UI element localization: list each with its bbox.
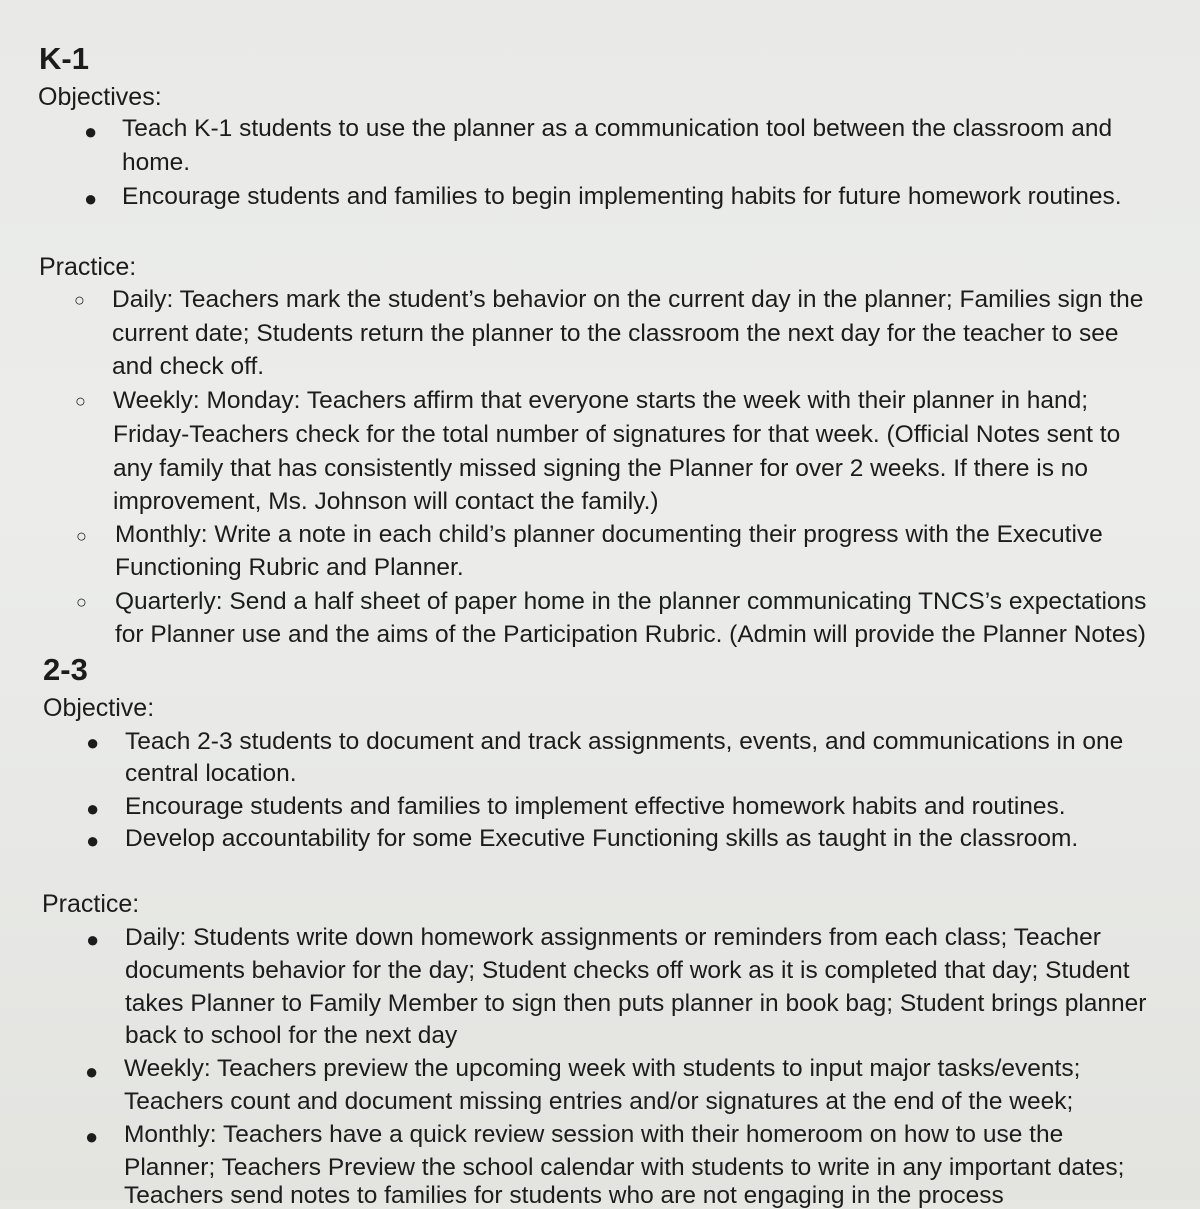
- k1-practice-quarterly-line-1: Quarterly: Send a half sheet of paper home in the planner communicating TNCS’s expectations: [115, 588, 1147, 615]
- section-heading-2-3: 2-3: [43, 652, 88, 687]
- g23-objective-2-line-1: Encourage students and families to implement effective homework habits and routines.: [125, 793, 1066, 820]
- k1-practice-monthly-line-2: Functioning Rubric and Planner.: [115, 554, 464, 581]
- g23-objective-3-line-1: Develop accountability for some Executive Functioning skills as taught in the classroom.: [125, 825, 1079, 852]
- bullet-icon: ●: [86, 828, 100, 853]
- circle-bullet-icon: ○: [76, 592, 87, 612]
- g23-objective-1-line-2: central location.: [125, 760, 297, 787]
- circle-bullet-icon: ○: [76, 526, 87, 546]
- g23-practice-daily-line-1: Daily: Students write down homework assignments or reminders from each class; Teacher: [125, 924, 1101, 951]
- g23-practice-monthly-line-1: Monthly: Teachers have a quick review session with their homeroom on how to use the: [124, 1121, 1064, 1148]
- g23-practice-weekly-line-2: Teachers count and document missing entries and/or signatures at the end of the week;: [124, 1088, 1074, 1115]
- practice-label-2-3: Practice:: [42, 890, 140, 918]
- objectives-label-k1: Objectives:: [38, 83, 162, 111]
- k1-practice-daily-line-2: current date; Students return the planner to the classroom the next day for the teacher to see: [112, 320, 1119, 347]
- bullet-icon: ●: [84, 186, 98, 211]
- bullet-icon: ●: [86, 796, 100, 821]
- practice-label-k1: Practice:: [39, 253, 137, 281]
- k1-practice-daily-line-1: Daily: Teachers mark the student’s behavior on the current day in the planner; Families sign the: [112, 286, 1144, 313]
- k1-practice-quarterly-line-2: for Planner use and the aims of the Participation Rubric. (Admin will provide the Planner Notes): [115, 621, 1146, 648]
- bullet-icon: ●: [85, 1124, 99, 1149]
- g23-practice-daily-line-2: documents behavior for the day; Student checks off work as it is completed that day; Student: [125, 957, 1130, 984]
- g23-practice-weekly-line-1: Weekly: Teachers preview the upcoming week with students to input major tasks/events;: [124, 1055, 1081, 1082]
- circle-bullet-icon: ○: [75, 391, 86, 411]
- g23-practice-daily-line-3: takes Planner to Family Member to sign then puts planner in book bag; Student brings planner: [125, 990, 1147, 1017]
- k1-objective-2-line-1: Encourage students and families to begin implementing habits for future homework routines.: [122, 183, 1122, 210]
- g23-practice-monthly-line-3: Teachers send notes to families for students who are not engaging in the process: [124, 1182, 1004, 1209]
- section-heading-k1: K-1: [39, 41, 89, 76]
- k1-practice-weekly-line-2: Friday-Teachers check for the total number of signatures for that week. (Official Notes sent to: [113, 421, 1121, 448]
- k1-practice-daily-line-3: and check off.: [112, 353, 265, 380]
- k1-practice-weekly-line-1: Weekly: Monday: Teachers affirm that everyone starts the week with their planner in hand;: [113, 387, 1089, 414]
- g23-practice-monthly-line-2: Planner; Teachers Preview the school calendar with students to write in any important dates;: [124, 1154, 1125, 1181]
- circle-bullet-icon: ○: [74, 290, 85, 310]
- k1-practice-monthly-line-1: Monthly: Write a note in each child’s planner documenting their progress with the Executive: [115, 521, 1103, 548]
- g23-practice-daily-line-4: back to school for the next day: [125, 1022, 458, 1049]
- bullet-icon: ●: [85, 1059, 99, 1084]
- bullet-icon: ●: [86, 927, 100, 952]
- k1-objective-1-line-1: Teach K-1 students to use the planner as a communication tool between the classroom and: [122, 115, 1113, 142]
- bullet-icon: ●: [86, 730, 100, 755]
- k1-objective-1-line-2: home.: [122, 149, 191, 176]
- k1-practice-weekly-line-4: improvement, Ms. Johnson will contact the family.): [113, 488, 659, 515]
- bullet-icon: ●: [84, 119, 98, 144]
- objectives-label-2-3: Objective:: [43, 694, 155, 722]
- k1-practice-weekly-line-3: any family that has consistently missed signing the Planner for over 2 weeks. If there is no: [113, 455, 1089, 482]
- g23-objective-1-line-1: Teach 2-3 students to document and track assignments, events, and communications in one: [125, 728, 1124, 755]
